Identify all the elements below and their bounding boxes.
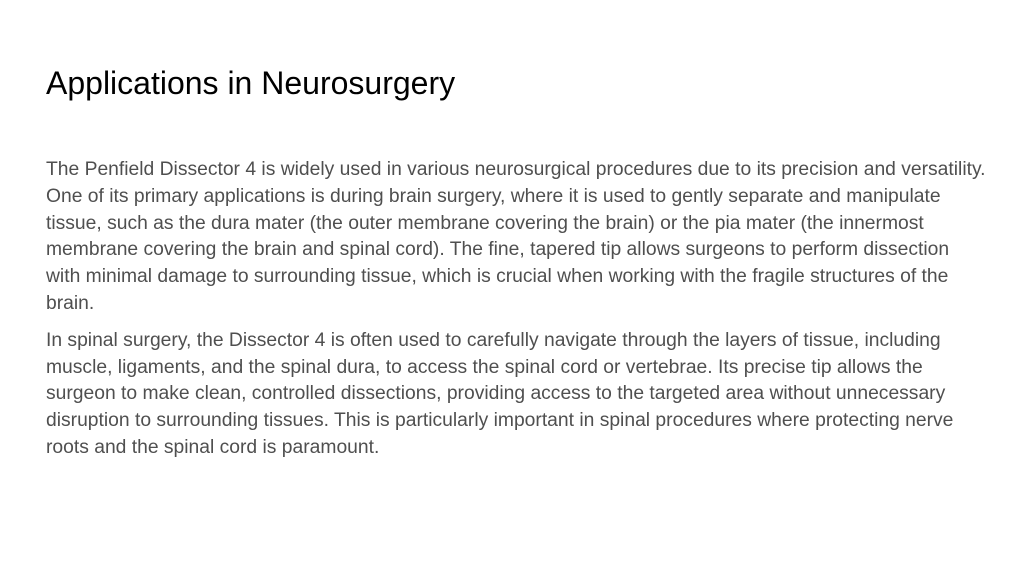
body-paragraph-2: In spinal surgery, the Dissector 4 is often used to carefully navigate through the layers of tissue, including muscle, ligaments, and the spinal dura, to access the spinal cord or vertebrae. Its precise tip allows the surgeon to make clean, controlled dissections, providing access to the targeted area without unnecessary disruption to surrounding tissues. This is particularly important in spinal procedures where protecting nerve roots and the spinal cord is paramount. [46, 329, 954, 458]
slide-body [46, 157, 986, 462]
body-paragraph-1: The Penfield Dissector 4 is widely used in various neurosurgical procedures due to its precision and versatility. One of its primary applications is during brain surgery, where it is used to gently separate and manipulate tissue, such as the dura mater (the outer membrane covering the brain) or the pia mater (the innermost membrane covering the brain and spinal cord). The fine, tapered tip allows surgeons to perform dissection with minimal damage to surrounding tissue, which is crucial when working with the fragile structures of the brain. [46, 159, 986, 314]
slide-title: Applications in Neurosurgery [46, 65, 456, 101]
